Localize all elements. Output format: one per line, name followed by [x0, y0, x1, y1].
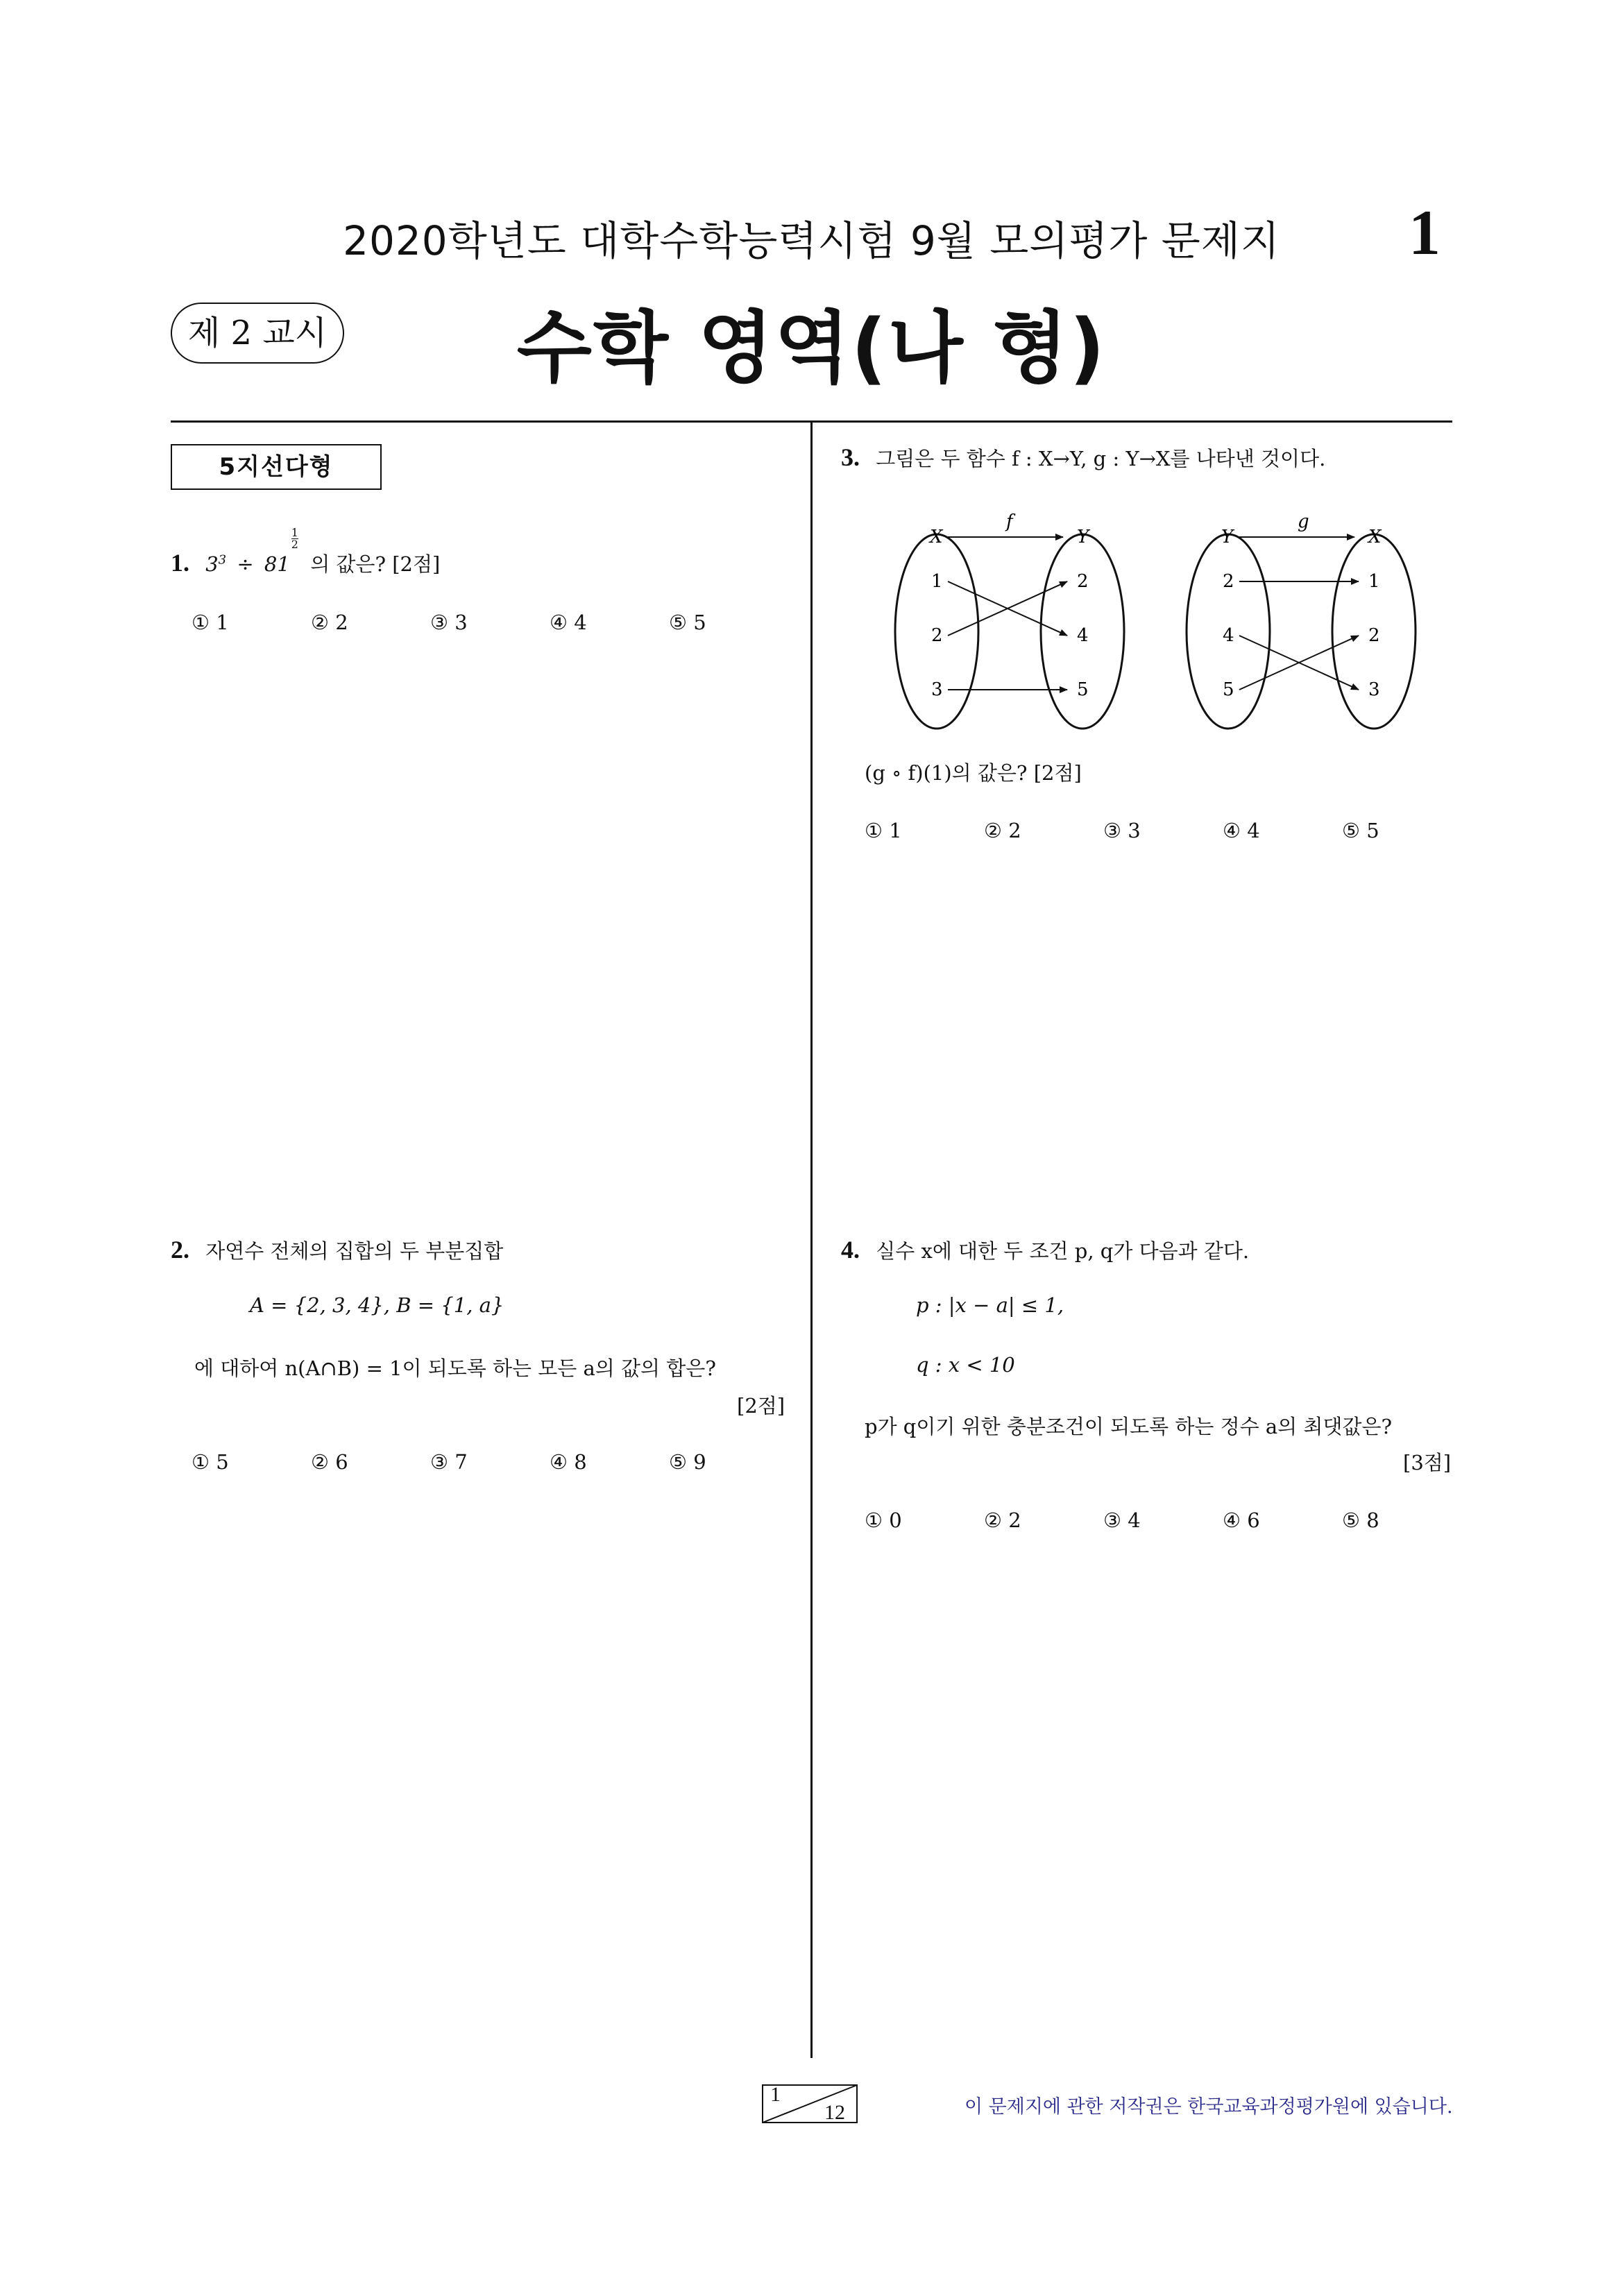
condition-q: q : x < 10 — [916, 1353, 1015, 1377]
choice-3[interactable]: ③ 3 — [430, 611, 468, 634]
question-prompt — [865, 758, 1082, 786]
points-label: [2점] — [1033, 761, 1082, 785]
domain-value: 5 — [1223, 679, 1234, 700]
diagram-f — [895, 511, 1124, 729]
set-label: Y — [1221, 527, 1234, 547]
choice-3[interactable]: ③ 7 — [430, 1450, 468, 1474]
choice-1[interactable]: ① 1 — [192, 611, 229, 634]
points-label: [2점] — [737, 1394, 785, 1418]
set-definition: A = {2, 3, 4}, B = {1, a} — [250, 1293, 504, 1317]
choice-1[interactable]: ① 0 — [865, 1508, 902, 1532]
choice-3[interactable]: ③ 3 — [1103, 819, 1141, 842]
function-label: f — [1006, 511, 1013, 532]
expression-exponent: 3 — [218, 552, 227, 568]
fraction-exponent: $\frac{1}{2}$ — [291, 526, 298, 551]
choice-5[interactable]: ⑤ 8 — [1342, 1508, 1379, 1532]
expression-base: 81 — [264, 552, 290, 576]
function-mapping-diagram — [881, 500, 1436, 735]
choice-2[interactable]: ② 2 — [311, 611, 348, 634]
question-stem: 실수 x에 대한 두 조건 p, q가 다음과 같다. — [876, 1239, 1250, 1263]
subject-title: 수학 영역(나 형) — [516, 303, 1107, 393]
domain-value: 2 — [931, 625, 943, 646]
divide-operator: ÷ — [237, 552, 254, 576]
question-3 — [841, 443, 1325, 472]
copyright-notice: 이 문제지에 관한 저작권은 한국교육과정평가원에 있습니다. — [965, 2096, 1453, 2118]
column-divider — [810, 422, 813, 2058]
choice-2[interactable]: ② 2 — [984, 1508, 1021, 1532]
choice-4[interactable]: ④ 6 — [1223, 1508, 1260, 1532]
choice-list — [192, 611, 747, 638]
choice-1[interactable]: ① 1 — [865, 819, 902, 842]
question-1 — [171, 526, 441, 577]
choice-4[interactable]: ④ 8 — [550, 1450, 587, 1474]
period-badge: 제 2 교시 — [171, 303, 344, 364]
question-2 — [171, 1235, 503, 1264]
choice-5[interactable]: ⑤ 5 — [1342, 819, 1379, 842]
choice-5[interactable]: ⑤ 9 — [669, 1450, 706, 1474]
expression-base: 3 — [205, 552, 219, 576]
choice-list — [865, 819, 1420, 847]
question-number: 3. — [841, 443, 860, 471]
diagram-g — [1187, 511, 1416, 729]
question-number: 2. — [171, 1236, 189, 1264]
choice-4[interactable]: ④ 4 — [550, 611, 587, 634]
choice-2[interactable]: ② 6 — [311, 1450, 348, 1474]
question-stem: 의 값은? — [310, 552, 386, 576]
codomain-value: 1 — [1368, 571, 1380, 592]
choice-5[interactable]: ⑤ 5 — [669, 611, 706, 634]
question-type-label: 5지선다형 — [171, 444, 382, 490]
choice-4[interactable]: ④ 4 — [1223, 819, 1260, 842]
codomain-value: 5 — [1077, 679, 1089, 700]
domain-value: 2 — [1223, 571, 1234, 592]
question-stem: 그림은 두 함수 f : X→Y, g : Y→X를 나타낸 것이다. — [876, 447, 1326, 470]
points-label: [2점] — [392, 552, 441, 576]
set-label: Y — [1077, 527, 1089, 547]
domain-value: 4 — [1223, 625, 1234, 646]
domain-value: 3 — [931, 679, 943, 700]
current-page: 1 — [770, 2083, 781, 2106]
points-label: [3점] — [1403, 1451, 1452, 1474]
choice-list — [192, 1450, 747, 1478]
question-number: 4. — [841, 1236, 860, 1264]
set-label: X — [930, 527, 943, 547]
question-text: (g ∘ f)(1)의 값은? — [865, 761, 1028, 785]
set-label: X — [1368, 527, 1382, 547]
function-label: g — [1298, 511, 1309, 532]
choice-2[interactable]: ② 2 — [984, 819, 1021, 842]
choice-1[interactable]: ① 5 — [192, 1450, 229, 1474]
domain-value: 1 — [931, 571, 943, 592]
question-text: p가 q이기 위한 충분조건이 되도록 하는 정수 a의 최댓값은? — [865, 1415, 1393, 1438]
codomain-value: 4 — [1077, 625, 1089, 646]
total-pages: 12 — [824, 2101, 845, 2124]
choice-list — [865, 1508, 1420, 1536]
question-stem-continued: 에 대하여 n(A∩B) = 1이 되도록 하는 모든 a의 값의 합은? — [194, 1357, 716, 1380]
question-stem: 자연수 전체의 집합의 두 부분집합 — [205, 1239, 504, 1263]
choice-3[interactable]: ③ 4 — [1103, 1508, 1141, 1532]
question-number: 1. — [171, 549, 189, 577]
exam-title: 2020학년도 대학수학능력시험 9월 모의평가 문제지 — [343, 217, 1280, 264]
codomain-value: 2 — [1077, 571, 1089, 592]
page-number: 1 — [1409, 197, 1441, 268]
codomain-value: 3 — [1368, 679, 1380, 700]
question-4 — [841, 1235, 1249, 1264]
codomain-value: 2 — [1368, 625, 1380, 646]
condition-p: p : |x − a| ≤ 1, — [916, 1293, 1064, 1317]
